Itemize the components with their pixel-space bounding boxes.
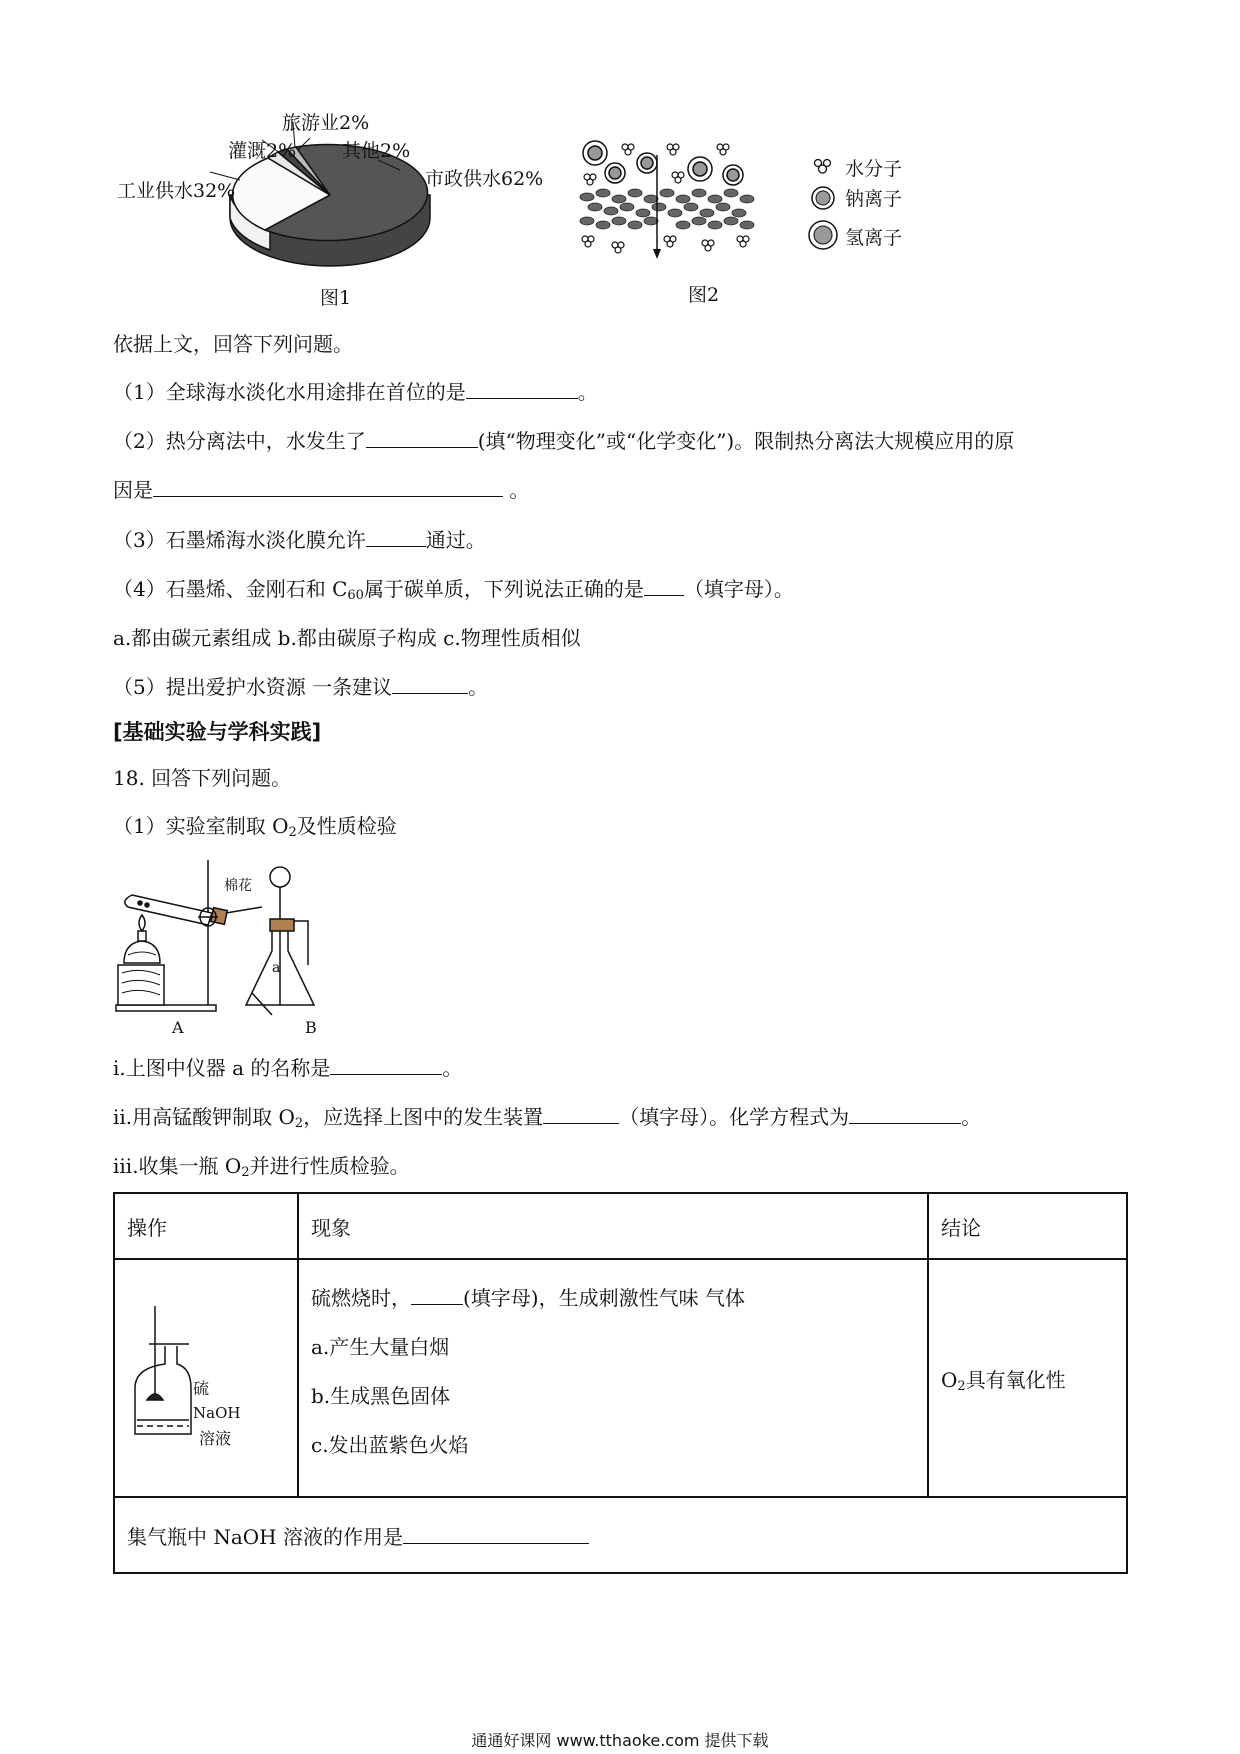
q18-1-subscript: 2 <box>288 825 297 840</box>
q3-answer-blank[interactable] <box>366 526 426 547</box>
q2-line2-text: 因是 <box>113 478 153 502</box>
legend-hydrogen: 氢离子 <box>845 227 903 249</box>
option-c: c.发出蓝紫色火焰 <box>311 1433 469 1457</box>
q18-iii-suffix: 并进行性质检验。 <box>249 1154 410 1178</box>
naoh-purpose-answer-blank[interactable] <box>403 1523 589 1544</box>
question-5 <box>113 673 488 701</box>
legend-water: 水分子 <box>845 158 903 180</box>
naoh-label: NaOH <box>193 1404 241 1422</box>
option-a: a.产生大量白烟 <box>311 1335 450 1359</box>
page-footer: 通通好课网 www.tthaoke.com 提供下载 <box>471 1731 769 1750</box>
label-other: 其他2% <box>342 140 411 162</box>
question-18-1 <box>113 812 397 840</box>
cotton-label: 棉花 <box>224 878 252 894</box>
water-molecule-icon <box>812 158 834 176</box>
q18-ii-middle2: （填字母）。化学方程式为 <box>619 1105 850 1129</box>
q4-answer-blank[interactable] <box>644 575 684 596</box>
q4-middle: 属于碳单质，下列说法正确的是 <box>363 577 644 601</box>
hydrogen-ion-icon <box>808 220 838 250</box>
q18-i-answer-blank[interactable] <box>330 1054 442 1075</box>
figure1-caption: 图1 <box>320 287 352 309</box>
phenomenon-prefix: 硫燃烧时， <box>311 1286 411 1310</box>
phenomenon-cell <box>298 1259 928 1497</box>
question-18-ii <box>113 1103 981 1131</box>
label-industry: 工业供水32% <box>117 180 236 202</box>
q4-text: （4）石墨烯、金刚石和 C <box>113 577 348 601</box>
apparatus-b <box>246 867 314 1015</box>
q5-suffix: 。 <box>468 675 489 699</box>
label-irrigation: 灌溉2% <box>228 140 297 162</box>
q3-text: （3）石墨烯海水淡化膜允许 <box>113 528 366 552</box>
header-conclusion: 结论 <box>928 1193 1127 1259</box>
conclusion-cell <box>928 1259 1127 1497</box>
q5-answer-blank[interactable] <box>392 673 468 694</box>
question-2-line2 <box>113 476 529 504</box>
small-a-label: a <box>272 960 281 976</box>
q1-suffix: 。 <box>577 380 598 404</box>
table-footer-row <box>114 1497 1127 1573</box>
water-molecules-bottom <box>582 236 749 253</box>
operation-cell <box>114 1259 298 1497</box>
question-4 <box>113 575 794 603</box>
q3-suffix: 通过。 <box>425 528 486 552</box>
figure2-membrane-diagram <box>575 135 775 265</box>
q18-ii-middle: ，应选择上图中的发生装置 <box>303 1105 544 1129</box>
q5-text: （5）提出爱护水资源 一条建议 <box>113 675 393 699</box>
q18-ii-answer-blank-2[interactable] <box>849 1103 961 1124</box>
header-operation: 操作 <box>114 1193 298 1259</box>
question-18-i <box>113 1054 462 1082</box>
question-3 <box>113 526 486 554</box>
conclusion-prefix: O <box>941 1367 958 1392</box>
q2-line2-suffix: 。 <box>503 478 530 502</box>
question-2 <box>113 427 1014 455</box>
legend-sodium: 钠离子 <box>845 188 903 210</box>
q18-1-suffix: 及性质检验 <box>296 814 397 838</box>
question-18: 18. 回答下列问题。 <box>113 766 292 790</box>
q4-subscript: 60 <box>347 588 364 603</box>
q18-ii-answer-blank-1[interactable] <box>543 1103 619 1124</box>
label-municipal: 市政供水62% <box>425 168 544 190</box>
q2-answer-blank-2[interactable] <box>153 476 503 497</box>
q18-iii-text: iii.收集一瓶 O <box>113 1154 242 1178</box>
q1-text: （1）全球海水淡化水用途排在首位的是 <box>113 380 466 404</box>
conclusion-suffix: 具有氧化性 <box>965 1367 1066 1392</box>
q1-answer-blank[interactable] <box>466 378 578 399</box>
naoh-purpose-text: 集气瓶中 NaOH 溶液的作用是 <box>127 1524 403 1549</box>
question-4-options: a.都由碳元素组成 b.都由碳原子构成 c.物理性质相似 <box>113 626 581 650</box>
q2-middle: (填“物理变化”或“化学变化”)。限制热分离法大规模应用的原 <box>477 429 1015 453</box>
option-b: b.生成黑色固体 <box>311 1384 451 1408</box>
phenomenon-line <box>311 1274 915 1323</box>
q18-i-text: i.上图中仪器 a 的名称是 <box>113 1056 331 1080</box>
question-1 <box>113 378 598 406</box>
conclusion-subscript: 2 <box>957 1378 966 1394</box>
naoh-purpose-cell <box>114 1497 1127 1573</box>
apparatus-b-label: B <box>305 1018 317 1037</box>
q18-iii-subscript: 2 <box>241 1165 250 1180</box>
q18-i-suffix: 。 <box>442 1056 463 1080</box>
intro-text: 依据上文，回答下列问题。 <box>113 332 353 356</box>
figure2-caption: 图2 <box>688 284 720 306</box>
sodium-ion-icon <box>811 186 835 210</box>
q18-ii-text: ii.用高锰酸钾制取 O <box>113 1105 295 1129</box>
label-tourism: 旅游业2% <box>282 112 370 134</box>
sulfur-label: 硫 <box>193 1379 210 1398</box>
section-title: [基础实验与学科实践] <box>113 720 322 744</box>
header-phenomenon: 现象 <box>298 1193 928 1259</box>
phenomenon-suffix: (填字母)，生成刺激性气味 气体 <box>463 1286 745 1310</box>
q2-answer-blank-1[interactable] <box>366 427 478 448</box>
phenomenon-answer-blank[interactable] <box>411 1284 463 1305</box>
experiment-table <box>113 1192 1128 1574</box>
q18-1-text: （1）实验室制取 O <box>113 814 289 838</box>
q2-text: （2）热分离法中，水发生了 <box>113 429 366 453</box>
table-data-row <box>114 1259 1127 1497</box>
q4-suffix: （填字母）。 <box>683 577 794 601</box>
table-header-row <box>114 1193 1127 1259</box>
apparatus-a-label: A <box>172 1018 184 1037</box>
q18-ii-suffix: 。 <box>961 1105 982 1129</box>
graphene-membrane <box>580 189 754 229</box>
question-18-iii <box>113 1152 410 1180</box>
solution-label: 溶液 <box>199 1429 232 1448</box>
q18-ii-subscript: 2 <box>294 1116 304 1131</box>
